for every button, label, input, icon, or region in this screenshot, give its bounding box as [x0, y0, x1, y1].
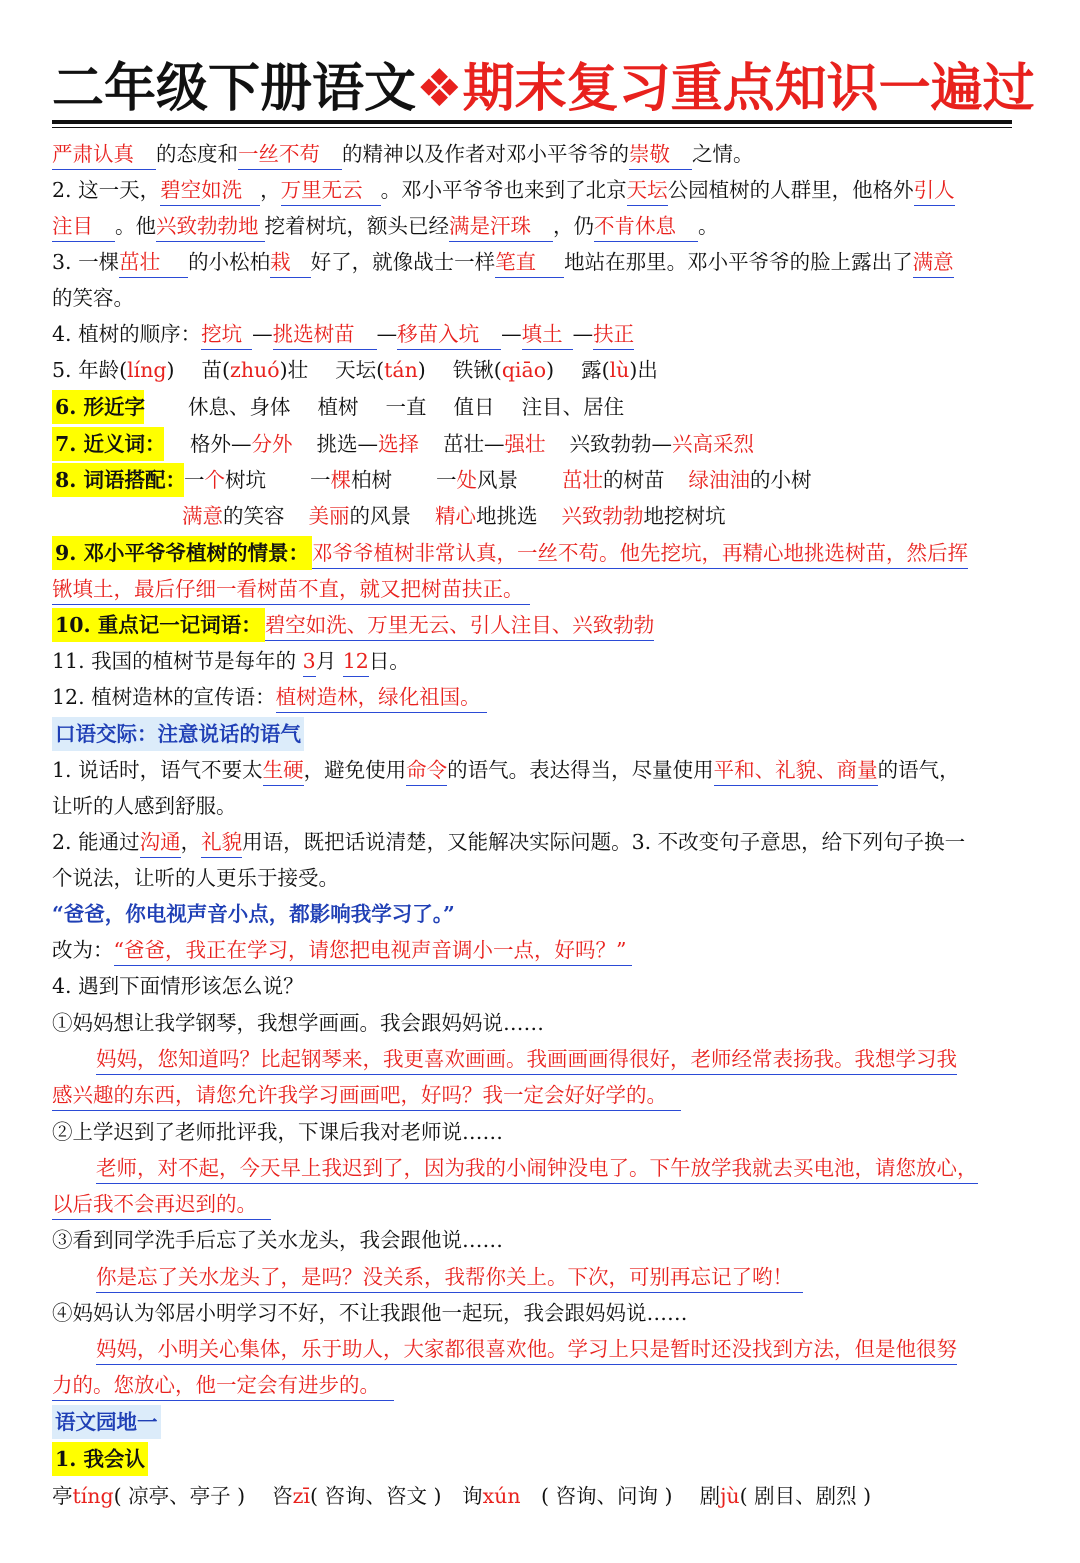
fill-blank: 满意	[913, 247, 954, 278]
fill-blank: 12	[343, 646, 369, 677]
line-25	[52, 1005, 1032, 1041]
answer: 兴致勃勃	[561, 504, 644, 528]
text: 好了，就像战士一样	[310, 250, 496, 274]
text: 的风景	[349, 504, 411, 528]
text: 的树苗	[603, 468, 665, 492]
answer: 茁壮	[562, 468, 603, 492]
line-32	[96, 1259, 1076, 1295]
line-36	[52, 1404, 1032, 1440]
section-heading: 口语交际：注意说话的语气	[52, 717, 304, 751]
text: 一	[184, 468, 205, 492]
text: —	[252, 322, 273, 346]
answer: 个	[204, 468, 225, 492]
fill-blank: 生硬	[263, 755, 304, 786]
section-heading: 8. 词语搭配：	[52, 463, 184, 497]
answer: 选择	[378, 432, 419, 456]
text: 改为：	[52, 938, 114, 962]
pinyin: tán	[384, 358, 418, 382]
line-3	[52, 208, 1032, 244]
answer: 处	[456, 468, 477, 492]
fill-blank: 严肃认真	[52, 139, 156, 170]
line-2	[52, 172, 1032, 208]
text: 1. 说话时，语气不要太	[52, 758, 263, 782]
pinyin: xún	[482, 1484, 521, 1508]
text: 地挖树坑	[643, 504, 726, 528]
title-rule-thin	[52, 127, 1012, 128]
text: 的笑容	[223, 504, 285, 528]
line-18	[52, 752, 1032, 788]
text: 树坑	[225, 468, 266, 492]
pinyin: zhuó	[230, 358, 280, 382]
fill-blank: 3	[303, 646, 316, 677]
text: 亭	[52, 1484, 73, 1508]
line-1	[52, 136, 1032, 172]
text: —	[376, 322, 398, 346]
title-part1: 二年级下册语文	[52, 59, 417, 119]
line-22	[52, 896, 1032, 932]
fill-blank: 挖坑	[201, 319, 252, 350]
text: 挖着树坑，额头已经	[264, 214, 449, 238]
text: 格外—	[190, 432, 252, 456]
section-heading: 9. 邓小平爷爷植树的情景：	[52, 536, 312, 570]
line-35	[52, 1367, 1032, 1403]
text: ②上学迟到了老师批评我，下课后我对老师说……	[52, 1120, 503, 1144]
line-15	[52, 643, 1032, 679]
text: ( 凉亭、亭子 ) 咨	[113, 1484, 293, 1508]
answer: 植树造林，绿化祖国。	[276, 682, 487, 713]
text: 的笑容。	[52, 286, 134, 310]
text: ( 咨询、咨文 ) 询	[310, 1484, 483, 1508]
section-heading: 7. 近义词：	[52, 427, 164, 461]
fill-blank: 挑选树苗	[273, 319, 377, 350]
pinyin: tíng	[72, 1484, 114, 1508]
text: 。邓小平爷爷也来到了北京	[380, 178, 627, 202]
text: 休息、身体 植树 一直 值日 注目、居住	[188, 395, 625, 419]
fill-blank: 填土	[522, 319, 573, 350]
line-37	[52, 1441, 1032, 1477]
text: 2. 这一天，	[52, 178, 161, 202]
line-28	[52, 1114, 1032, 1150]
fill-blank: 移苗入坑	[397, 319, 501, 350]
text: 用语，既把话说清楚，又能解决实际问题。3. 不改变句子意思，给下列句子换一	[242, 830, 966, 854]
text: 的态度和	[156, 142, 238, 166]
text: 个说法，让听的人更乐于接受。	[52, 866, 339, 890]
line-4	[52, 244, 1032, 280]
line-11	[182, 498, 1080, 534]
text: ①妈妈想让我学钢琴，我想学画画。我会跟妈妈说……	[52, 1011, 544, 1035]
text: 5. 年龄(	[52, 358, 128, 382]
fill-blank: 崇敬	[629, 139, 692, 170]
line-38	[52, 1478, 1032, 1514]
answer: 以后我不会再迟到的。	[52, 1189, 271, 1220]
text: 3. 一棵	[52, 250, 120, 274]
text: 柏树	[351, 468, 392, 492]
example-sentence: “爸爸，你电视声音小点，都影响我学习了。”	[52, 902, 455, 926]
line-30	[52, 1186, 1032, 1222]
line-12	[52, 535, 1032, 571]
text: 的小松柏	[188, 250, 271, 274]
line-9	[52, 426, 1032, 462]
line-16	[52, 679, 1032, 715]
answer: 你是忘了关水龙头了，是吗？没关系，我帮你关上。下次，可别再忘记了哟！	[96, 1262, 803, 1293]
text: 日。	[368, 649, 410, 673]
text: ( 咨询、问询 ) 剧	[520, 1484, 721, 1508]
fill-blank: 不肯休息	[594, 211, 698, 242]
fill-blank: 兴致勃勃地	[156, 211, 265, 242]
text: ，仍	[553, 214, 594, 238]
fill-blank: 天坛	[627, 175, 668, 206]
fill-blank: 注目	[52, 211, 115, 242]
text: 茁壮—	[443, 432, 505, 456]
section-heading: 6. 形近字	[52, 390, 144, 424]
section-heading: 10. 重点记一记词语：	[52, 608, 265, 642]
fill-blank: 平和、礼貌、商量	[714, 755, 878, 786]
text: 一	[310, 468, 331, 492]
text: 之情。	[692, 142, 754, 166]
text: 的精神以及作者对邓小平爷爷的	[342, 142, 629, 166]
fill-blank: 万里无云	[281, 175, 381, 206]
answer: 老师，对不起，今天早上我迟到了，因为我的小闹钟没电了。下午放学我就去买电池，请您放心，	[96, 1153, 978, 1184]
text: 一	[436, 468, 457, 492]
line-10	[52, 462, 1032, 498]
text: ) 露(	[546, 358, 610, 382]
line-23	[52, 932, 1032, 968]
section-heading: 语文园地一	[52, 1405, 161, 1439]
answer: 妈妈，小明关心集体，乐于助人，大家都很喜欢他。学习上只是暂时还没找到方法，但是他很努	[96, 1334, 957, 1365]
fill-blank: 一丝不苟	[238, 139, 342, 170]
line-34	[96, 1331, 1076, 1367]
fill-blank: 扶正	[593, 319, 634, 350]
answer: 绿油油	[688, 468, 750, 492]
text: 月	[315, 649, 343, 673]
text: 。	[698, 214, 719, 238]
fill-blank: 命令	[406, 755, 447, 786]
text: 4. 遇到下面情形该怎么说？	[52, 974, 304, 998]
title-part2: 期末复习重点知识一遍过	[462, 59, 1035, 119]
text: 地挑选	[476, 504, 538, 528]
line-24	[52, 968, 1032, 1004]
fill-blank: 栽	[270, 247, 311, 278]
text: 挑选—	[316, 432, 378, 456]
text: ，	[260, 178, 281, 202]
answer: 碧空如洗、万里无云、引人注目、兴致勃勃	[265, 610, 655, 641]
text: ，	[180, 830, 202, 854]
text: 的语气，	[877, 758, 960, 782]
line-7	[52, 352, 1032, 388]
title-mark: ❖	[416, 59, 463, 119]
line-6	[52, 316, 1032, 352]
text: 11. 我国的植树节是每年的	[52, 649, 303, 673]
text: 。他	[115, 214, 156, 238]
text: ③看到同学洗手后忘了关水龙头，我会跟他说……	[52, 1228, 503, 1252]
line-13	[52, 571, 1032, 607]
fill-blank: 笔直	[495, 247, 564, 278]
fill-blank: 沟通	[140, 827, 181, 858]
text: 地站在那里。邓小平爷爷的脸上露出了	[564, 250, 913, 274]
text: )壮 天坛(	[279, 358, 385, 382]
answer: 美丽	[308, 504, 350, 528]
title-rule	[52, 120, 1012, 124]
text: 的小树	[750, 468, 812, 492]
line-14	[52, 607, 1032, 643]
text: 兴致勃勃—	[569, 432, 672, 456]
line-21	[52, 860, 1032, 896]
line-5	[52, 280, 1032, 316]
answer: 妈妈，您知道吗？比起钢琴来，我更喜欢画画。我画画画得很好，老师经常表扬我。我想学习我	[96, 1044, 957, 1075]
page-title	[52, 54, 1035, 124]
answer: 分外	[251, 432, 293, 456]
text: 公园植树的人群里，他格外	[667, 178, 914, 202]
line-29	[96, 1150, 1076, 1186]
pinyin: qiāo	[501, 358, 547, 382]
text: 4. 植树的顺序：	[52, 322, 202, 346]
answer: 感兴趣的东西，请您允许我学习画画吧，好吗？我一定会好好学的。	[52, 1080, 681, 1111]
line-26	[96, 1041, 1076, 1077]
text: ) 苗(	[166, 358, 231, 382]
fill-blank: 礼貌	[201, 827, 242, 858]
line-19	[52, 788, 1032, 824]
text: —	[572, 322, 594, 346]
line-17	[52, 716, 1032, 752]
text: 2. 能通过	[52, 830, 140, 854]
pinyin: zī	[292, 1484, 311, 1508]
line-31	[52, 1222, 1032, 1258]
text: )出	[629, 358, 658, 382]
answer: 满意	[182, 504, 223, 528]
pinyin: líng	[127, 358, 167, 382]
fill-blank: 满是汗珠	[449, 211, 553, 242]
answer: 强壮	[504, 432, 546, 456]
line-33	[52, 1295, 1032, 1331]
answer: 兴高采烈	[672, 432, 754, 456]
text: 的语气。表达得当，尽量使用	[447, 758, 714, 782]
text: —	[501, 322, 522, 346]
answer: 邓爷爷植树非常认真，一丝不苟。他先挖坑，再精心地挑选树苗，然后挥	[312, 538, 968, 569]
answer: “爸爸，我正在学习，请您把电视声音调小一点，好吗？”	[114, 935, 633, 966]
text: ( 剧目、剧烈 )	[739, 1484, 872, 1508]
text: 风景	[477, 468, 518, 492]
section-heading: 1. 我会认	[52, 1442, 148, 1476]
pinyin: jù	[720, 1484, 740, 1508]
fill-blank: 碧空如洗	[160, 175, 260, 206]
text: ④妈妈认为邻居小明学习不好，不让我跟他一起玩，我会跟妈妈说……	[52, 1301, 688, 1325]
line-20	[52, 824, 1032, 860]
line-27	[52, 1077, 1032, 1113]
fill-blank: 茁壮	[119, 247, 188, 278]
answer: 精心	[435, 504, 476, 528]
answer: 锹填土，最后仔细一看树苗不直，就又把树苗扶正。	[52, 574, 530, 605]
text: 让听的人感到舒服。	[52, 794, 237, 818]
answer: 力的。您放心，他一定会有进步的。	[52, 1370, 394, 1401]
text: ，避免使用	[303, 758, 407, 782]
pinyin: lù	[609, 358, 630, 382]
text: 12. 植树造林的宣传语：	[52, 685, 276, 709]
answer: 棵	[330, 468, 351, 492]
line-8	[52, 389, 1032, 425]
fill-blank: 引人	[914, 175, 955, 206]
text: ) 铁锹(	[417, 358, 502, 382]
